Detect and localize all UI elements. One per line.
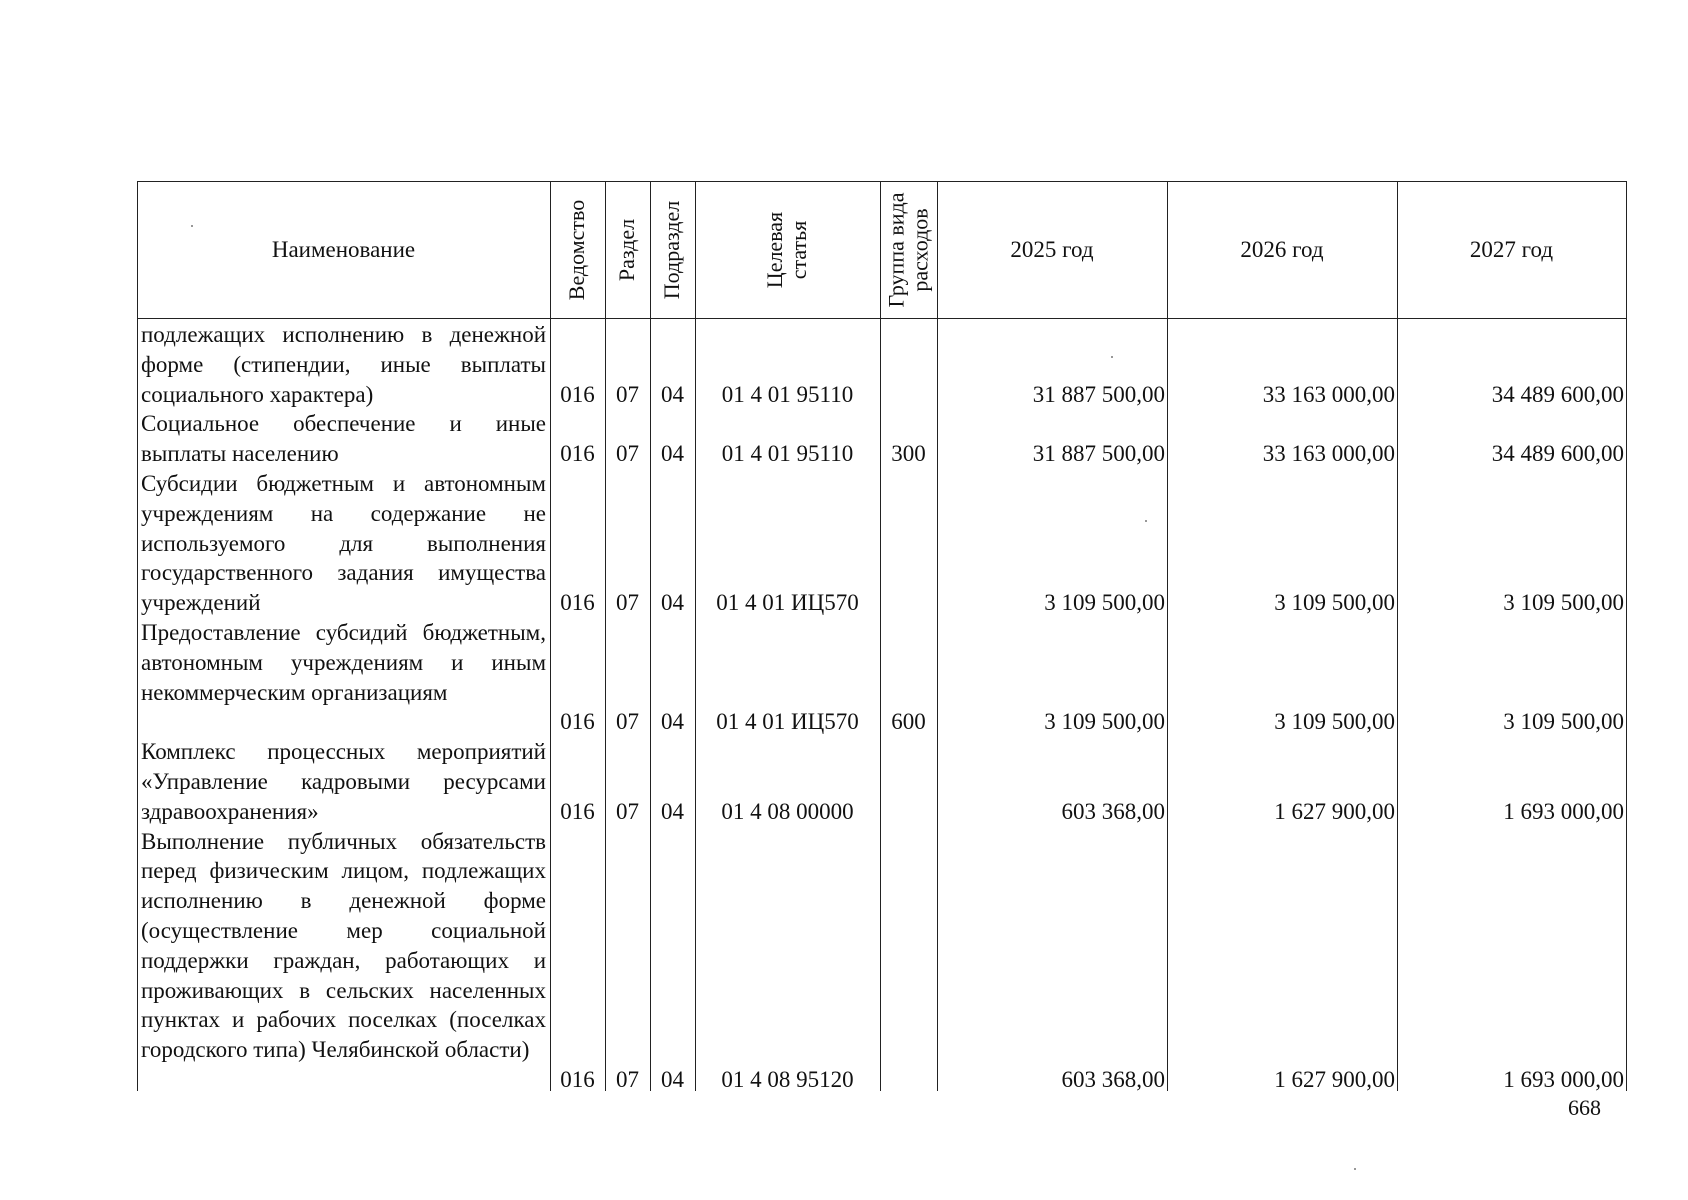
row-razdel: 07 — [616, 381, 639, 407]
scan-speck — [1111, 356, 1113, 358]
row-target: 01 4 01 ИЦ570 — [716, 590, 859, 616]
row-vedomstvo: 016 — [560, 709, 595, 735]
header-group-label — [885, 192, 933, 307]
row-razdel: 07 — [616, 709, 639, 735]
row-target: 01 4 01 95110 — [721, 381, 854, 407]
header-vedomstvo — [550, 181, 605, 318]
header-vedomstvo-label: Ведомство — [564, 199, 590, 300]
header-target — [695, 181, 880, 318]
row-2025: 31 887 500,00 — [1032, 381, 1165, 407]
row-razdel: 07 — [616, 798, 639, 824]
row-razdel: 07 — [616, 590, 639, 616]
header-razdel-label: Раздел — [614, 218, 640, 281]
row-podrazdel: 04 — [661, 798, 684, 824]
header-2026 — [1167, 181, 1397, 318]
scan-speck — [1354, 1168, 1356, 1170]
row-2026: 3 109 500,00 — [1274, 709, 1395, 735]
row-2027: 3 109 500,00 — [1503, 590, 1624, 616]
header-2026-label: 2026 год — [1240, 236, 1324, 262]
header-group-line2: расходов — [907, 207, 933, 292]
row-2026: 1 627 900,00 — [1274, 798, 1395, 824]
row-podrazdel: 04 — [661, 709, 684, 735]
header-bottom-border — [137, 318, 1626, 319]
row-2027: 1 693 000,00 — [1503, 1067, 1624, 1092]
row-2026: 33 163 000,00 — [1262, 441, 1395, 467]
row-2026: 1 627 900,00 — [1274, 1067, 1395, 1092]
header-name-label: Наименование — [271, 236, 416, 262]
row-vedomstvo: 016 — [560, 381, 595, 407]
row-vedomstvo: 016 — [560, 1067, 595, 1092]
row-2027: 34 489 600,00 — [1491, 441, 1624, 467]
scan-speck — [1145, 520, 1147, 522]
table-row-name: Социальное обеспечение и иные выплаты населению — [141, 411, 546, 467]
header-target-line1: Целевая — [762, 211, 788, 288]
row-podrazdel: 04 — [661, 1067, 684, 1092]
row-group: 600 — [891, 709, 926, 735]
col-border-right — [1626, 181, 1627, 1091]
scan-speck — [191, 225, 193, 227]
row-target: 01 4 01 95110 — [721, 441, 854, 467]
row-podrazdel: 04 — [661, 381, 684, 407]
row-vedomstvo: 016 — [560, 441, 595, 467]
row-podrazdel: 04 — [661, 441, 684, 467]
header-group-line1: Группа вида — [883, 192, 909, 307]
header-2027-label: 2027 год — [1469, 236, 1554, 262]
row-2025: 3 109 500,00 — [1044, 709, 1165, 735]
row-2027: 34 489 600,00 — [1491, 381, 1624, 407]
header-name — [137, 181, 550, 318]
row-target: 01 4 08 00000 — [721, 798, 854, 824]
table-row-name: Предоставление субсидий бюджетным, автономным учреждениям и иным некоммерческим организациям — [141, 620, 546, 705]
row-razdel: 07 — [616, 1067, 639, 1092]
row-2026: 3 109 500,00 — [1274, 590, 1395, 616]
row-razdel: 07 — [616, 441, 639, 467]
header-podrazdel — [650, 181, 695, 318]
header-2025 — [937, 181, 1167, 318]
row-target: 01 4 01 ИЦ570 — [716, 709, 859, 735]
row-2026: 33 163 000,00 — [1262, 381, 1395, 407]
row-vedomstvo: 016 — [560, 798, 595, 824]
header-target-line2: статья — [786, 220, 812, 279]
row-target: 01 4 08 95120 — [721, 1067, 854, 1092]
row-2027: 1 693 000,00 — [1503, 798, 1624, 824]
table-row-name: Выполнение публичных обязательств перед физическим лицом, подлежащих исполнению в денежной форме (осуществление мер социальной поддержки граждан, работающих и проживающих в сельских населенных пунктах и рабочих поселках (поселках городского типа) Челябинской области) — [141, 828, 546, 1063]
row-podrazdel: 04 — [661, 590, 684, 616]
header-razdel — [605, 181, 650, 318]
header-2027 — [1397, 181, 1626, 318]
header-2025-label: 2025 год — [1010, 236, 1094, 262]
row-2025: 3 109 500,00 — [1044, 590, 1165, 616]
row-2025: 31 887 500,00 — [1032, 441, 1165, 467]
header-group — [880, 181, 937, 318]
row-group: 300 — [891, 441, 926, 467]
table-row-name: подлежащих исполнению в денежной форме (стипендии, иные выплаты социального характера) — [141, 322, 546, 407]
row-2025: 603 368,00 — [1061, 798, 1165, 824]
header-target-label — [763, 211, 811, 287]
row-2027: 3 109 500,00 — [1503, 709, 1624, 735]
row-vedomstvo: 016 — [560, 590, 595, 616]
table-row-name: Комплекс процессных мероприятий «Управление кадровыми ресурсами здравоохранения» — [141, 739, 546, 824]
table-row-name: Субсидии бюджетным и автономным учреждениям на содержание не используемого для выполнения государственного задания имущества учреждений — [141, 471, 546, 616]
header-podrazdel-label: Подраздел — [659, 200, 685, 299]
page-number: 668 — [1568, 1095, 1601, 1120]
row-2025: 603 368,00 — [1061, 1067, 1165, 1092]
